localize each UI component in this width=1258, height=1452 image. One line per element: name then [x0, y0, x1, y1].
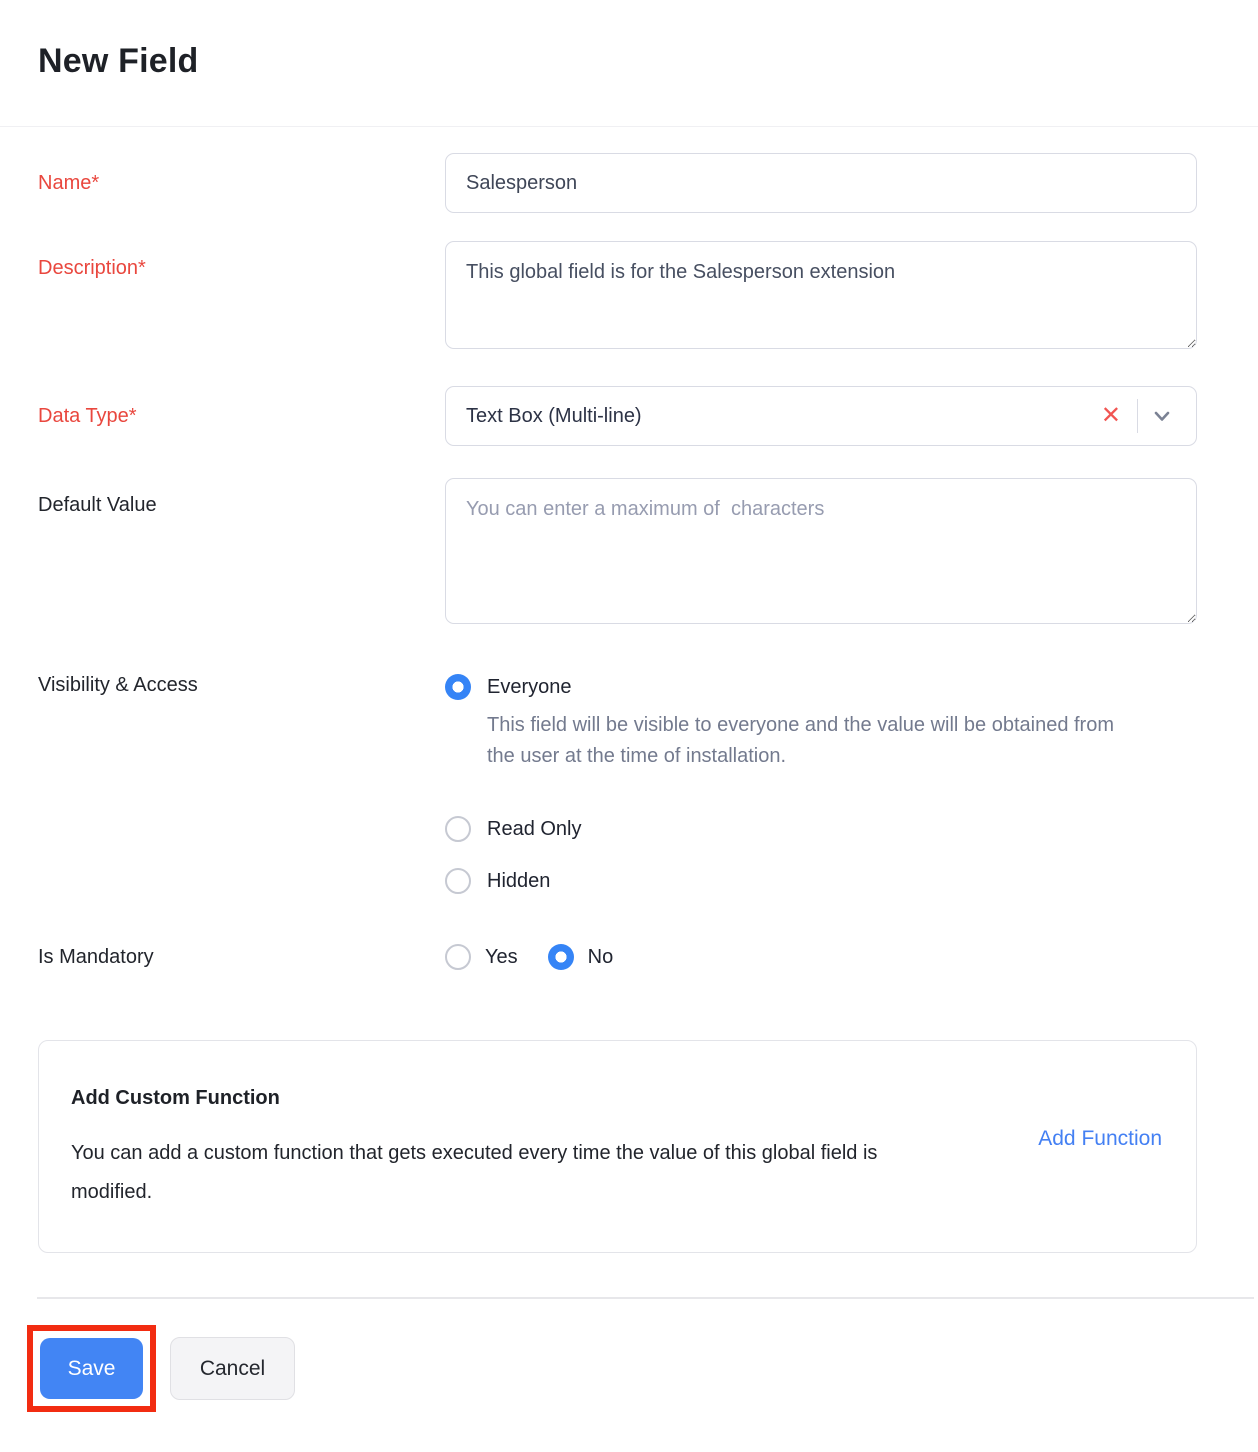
- hidden-radio[interactable]: [445, 868, 471, 894]
- mandatory-options: [445, 944, 1197, 970]
- save-button[interactable]: Save: [40, 1338, 143, 1399]
- name-input[interactable]: [445, 153, 1197, 213]
- chevron-down-icon[interactable]: [1144, 402, 1180, 430]
- read-only-radio[interactable]: [445, 816, 471, 842]
- custom-function-title: Add Custom Function: [71, 1087, 280, 1109]
- hidden-radio-label: Hidden: [487, 869, 551, 892]
- page-title: New Field: [38, 42, 199, 80]
- visibility-label: Visibility & Access: [38, 674, 198, 696]
- description-textarea[interactable]: [445, 241, 1197, 349]
- default-value-label: Default Value: [38, 494, 157, 516]
- form-actions: [0, 1299, 1258, 1412]
- visibility-row: [38, 674, 1197, 894]
- select-divider: [1137, 399, 1138, 433]
- mandatory-option-yes[interactable]: [445, 944, 518, 970]
- name-label: Name*: [38, 171, 100, 194]
- data-type-row: [38, 386, 1197, 446]
- visibility-option-everyone[interactable]: [445, 674, 1197, 700]
- custom-function-panel: [38, 1040, 1197, 1253]
- cancel-button[interactable]: Cancel: [170, 1337, 295, 1400]
- clear-selection-icon[interactable]: ✕: [1100, 402, 1121, 429]
- read-only-radio-label: Read Only: [487, 817, 582, 840]
- visibility-option-hidden[interactable]: [445, 868, 1197, 894]
- data-type-select[interactable]: [445, 386, 1197, 446]
- everyone-radio-label: Everyone: [487, 675, 572, 698]
- default-value-textarea[interactable]: [445, 478, 1197, 624]
- default-value-row: [38, 478, 1197, 629]
- no-radio-label: No: [587, 945, 614, 968]
- yes-radio-label: Yes: [485, 945, 518, 968]
- everyone-helper-text: This field will be visible to everyone and the value will be obtained from the user at the time of installation.: [487, 714, 1115, 767]
- save-highlight-annotation: [27, 1325, 156, 1412]
- yes-radio[interactable]: [445, 944, 471, 970]
- name-row: [38, 153, 1197, 213]
- no-radio[interactable]: [548, 944, 574, 970]
- add-function-link[interactable]: Add Function: [1038, 1127, 1162, 1150]
- mandatory-option-no[interactable]: [548, 944, 614, 970]
- custom-function-description: You can add a custom function that gets executed every time the value of this global field is modified.: [71, 1142, 878, 1203]
- form-body: [0, 127, 1258, 970]
- page-header: [0, 0, 1258, 126]
- data-type-label: Data Type*: [38, 404, 137, 427]
- everyone-radio[interactable]: [445, 674, 471, 700]
- description-label: Description*: [38, 257, 146, 279]
- mandatory-row: [38, 944, 1197, 970]
- data-type-selected-value: Text Box (Multi-line): [466, 404, 642, 427]
- visibility-option-read-only[interactable]: [445, 816, 1197, 842]
- description-row: [38, 241, 1197, 354]
- mandatory-label: Is Mandatory: [38, 945, 154, 968]
